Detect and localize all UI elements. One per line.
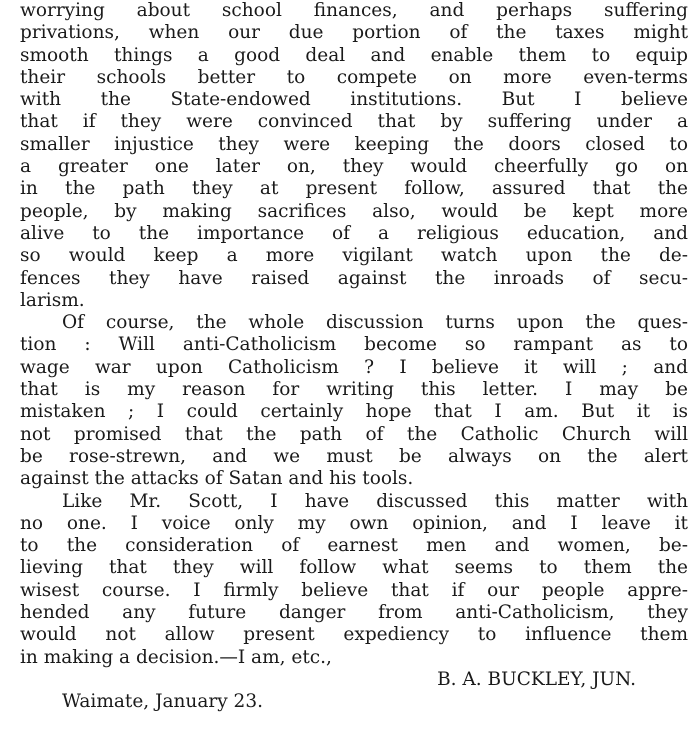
text-line: against the attacks of Satan and his tools. xyxy=(20,468,414,490)
dateline: Waimate, January 23. xyxy=(62,691,263,713)
text-line: to the consideration of earnest men and women, be- xyxy=(20,535,688,557)
text-line: no one. I voice only my own opinion, and I leave it xyxy=(20,512,688,534)
text-line: tion : Will anti-Catholicism become so rampant as to xyxy=(20,334,688,356)
paragraph-start-line: Like Mr. Scott, I have discussed this matter with xyxy=(62,490,688,512)
text-line: with the State-endowed institutions. But I believe xyxy=(20,89,688,111)
text-line: larism. xyxy=(20,289,85,311)
text-line: that is my reason for writing this letter. I may be xyxy=(20,379,688,401)
text-line: wisest course. I firmly believe that if our people appre- xyxy=(20,579,688,601)
text-line: smooth things a good deal and enable them to equip xyxy=(20,44,688,66)
text-line: not promised that the path of the Catholic Church will xyxy=(20,423,688,445)
paragraph-start-line: Of course, the whole discussion turns upon the ques- xyxy=(62,312,688,334)
text-line: that if they were convinced that by suffering under a xyxy=(20,111,688,133)
text-line: be rose-strewn, and we must be always on the alert xyxy=(20,445,688,467)
text-line: mistaken ; I could certainly hope that I am. But it is xyxy=(20,401,688,423)
text-line: in the path they at present follow, assured that the xyxy=(20,178,688,200)
text-line: lieving that they will follow what seems to them the xyxy=(20,557,688,579)
text-line: worrying about school finances, and perhaps suffering xyxy=(20,0,688,21)
text-line: smaller injustice they were keeping the doors closed to xyxy=(20,133,688,155)
text-line: people, by making sacrifices also, would be kept more xyxy=(20,200,688,222)
text-line: alive to the importance of a religious education, and xyxy=(20,222,688,244)
text-line: would not allow present expediency to influence them xyxy=(20,624,688,646)
text-line: their schools better to compete on more even-terms xyxy=(20,66,688,88)
text-line: hended any future danger from anti-Catholicism, they xyxy=(20,602,688,624)
text-line: fences they have raised against the inroads of secu- xyxy=(20,267,688,289)
text-line: in making a decision.—I am, etc., xyxy=(20,646,332,668)
signature: B. A. BUCKLEY, JUN. xyxy=(437,668,636,690)
text-line: privations, when our due portion of the taxes might xyxy=(20,22,688,44)
text-line: a greater one later on, they would cheerfully go on xyxy=(20,156,688,178)
text-line: wage war upon Catholicism ? I believe it will ; and xyxy=(20,356,688,378)
text-line: so would keep a more vigilant watch upon the de- xyxy=(20,245,688,267)
